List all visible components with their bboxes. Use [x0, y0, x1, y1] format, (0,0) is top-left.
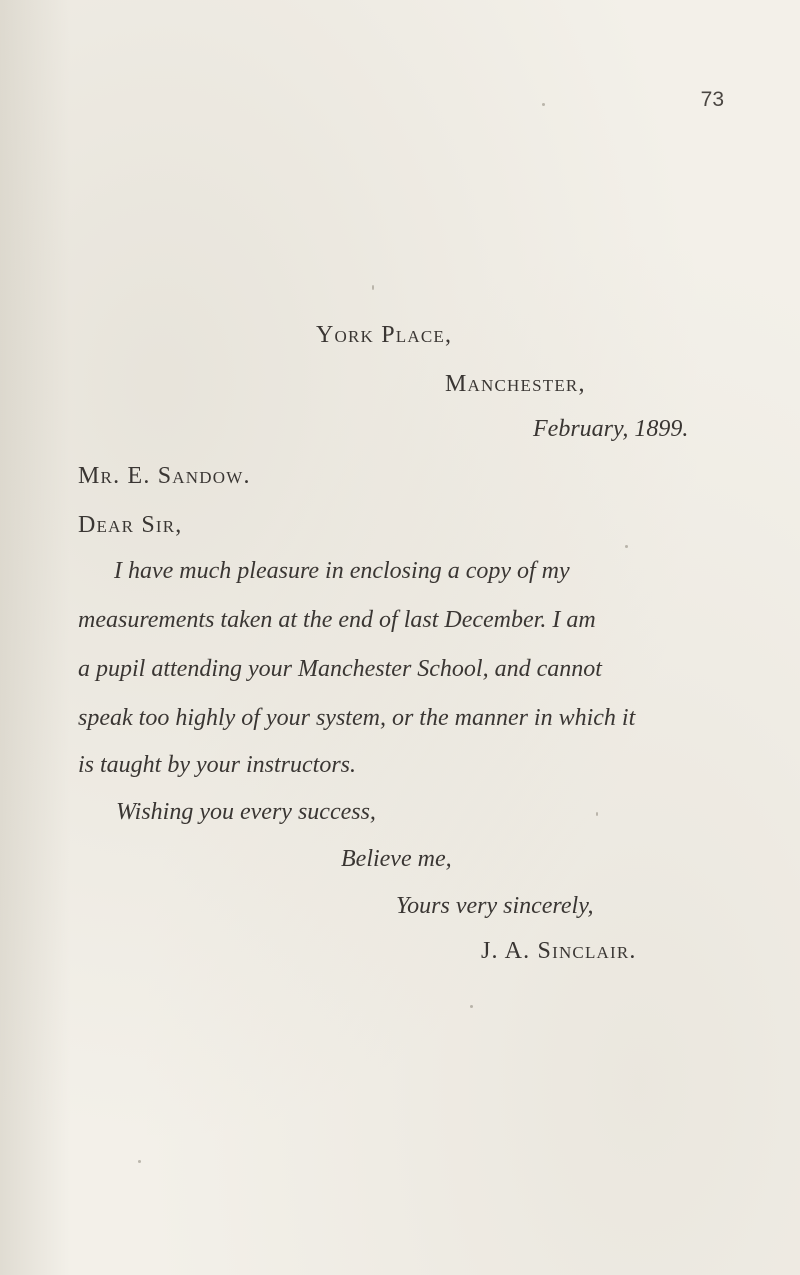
body-line-2: measurements taken at the end of last December. I am — [78, 607, 596, 633]
closing-believe: Believe me, — [341, 846, 452, 872]
address-line-2: Manchester, — [445, 371, 586, 397]
body-line-5: is taught by your instructors. — [78, 752, 357, 778]
signature: J. A. Sinclair. — [481, 938, 637, 964]
paper-speck — [372, 285, 374, 290]
closing-yours: Yours very sincerely, — [396, 893, 594, 919]
salutation: Dear Sir, — [78, 512, 183, 538]
recipient: Mr. E. Sandow. — [78, 463, 251, 489]
paper-speck — [470, 1005, 473, 1008]
paper-speck — [596, 812, 598, 816]
body-line-4: speak too highly of your system, or the manner in which it — [78, 705, 636, 731]
body-line-1: I have much pleasure in enclosing a copy of my — [114, 558, 570, 584]
body-line-3: a pupil attending your Manchester School, and cannot — [78, 656, 602, 682]
address-line-1: York Place, — [316, 322, 453, 348]
paper-speck — [625, 545, 628, 548]
closing-wish: Wishing you every success, — [116, 799, 376, 825]
paper-speck — [542, 103, 545, 106]
letter-date: February, 1899. — [533, 416, 689, 442]
paper-speck — [138, 1160, 141, 1163]
page-number: 73 — [700, 88, 724, 111]
